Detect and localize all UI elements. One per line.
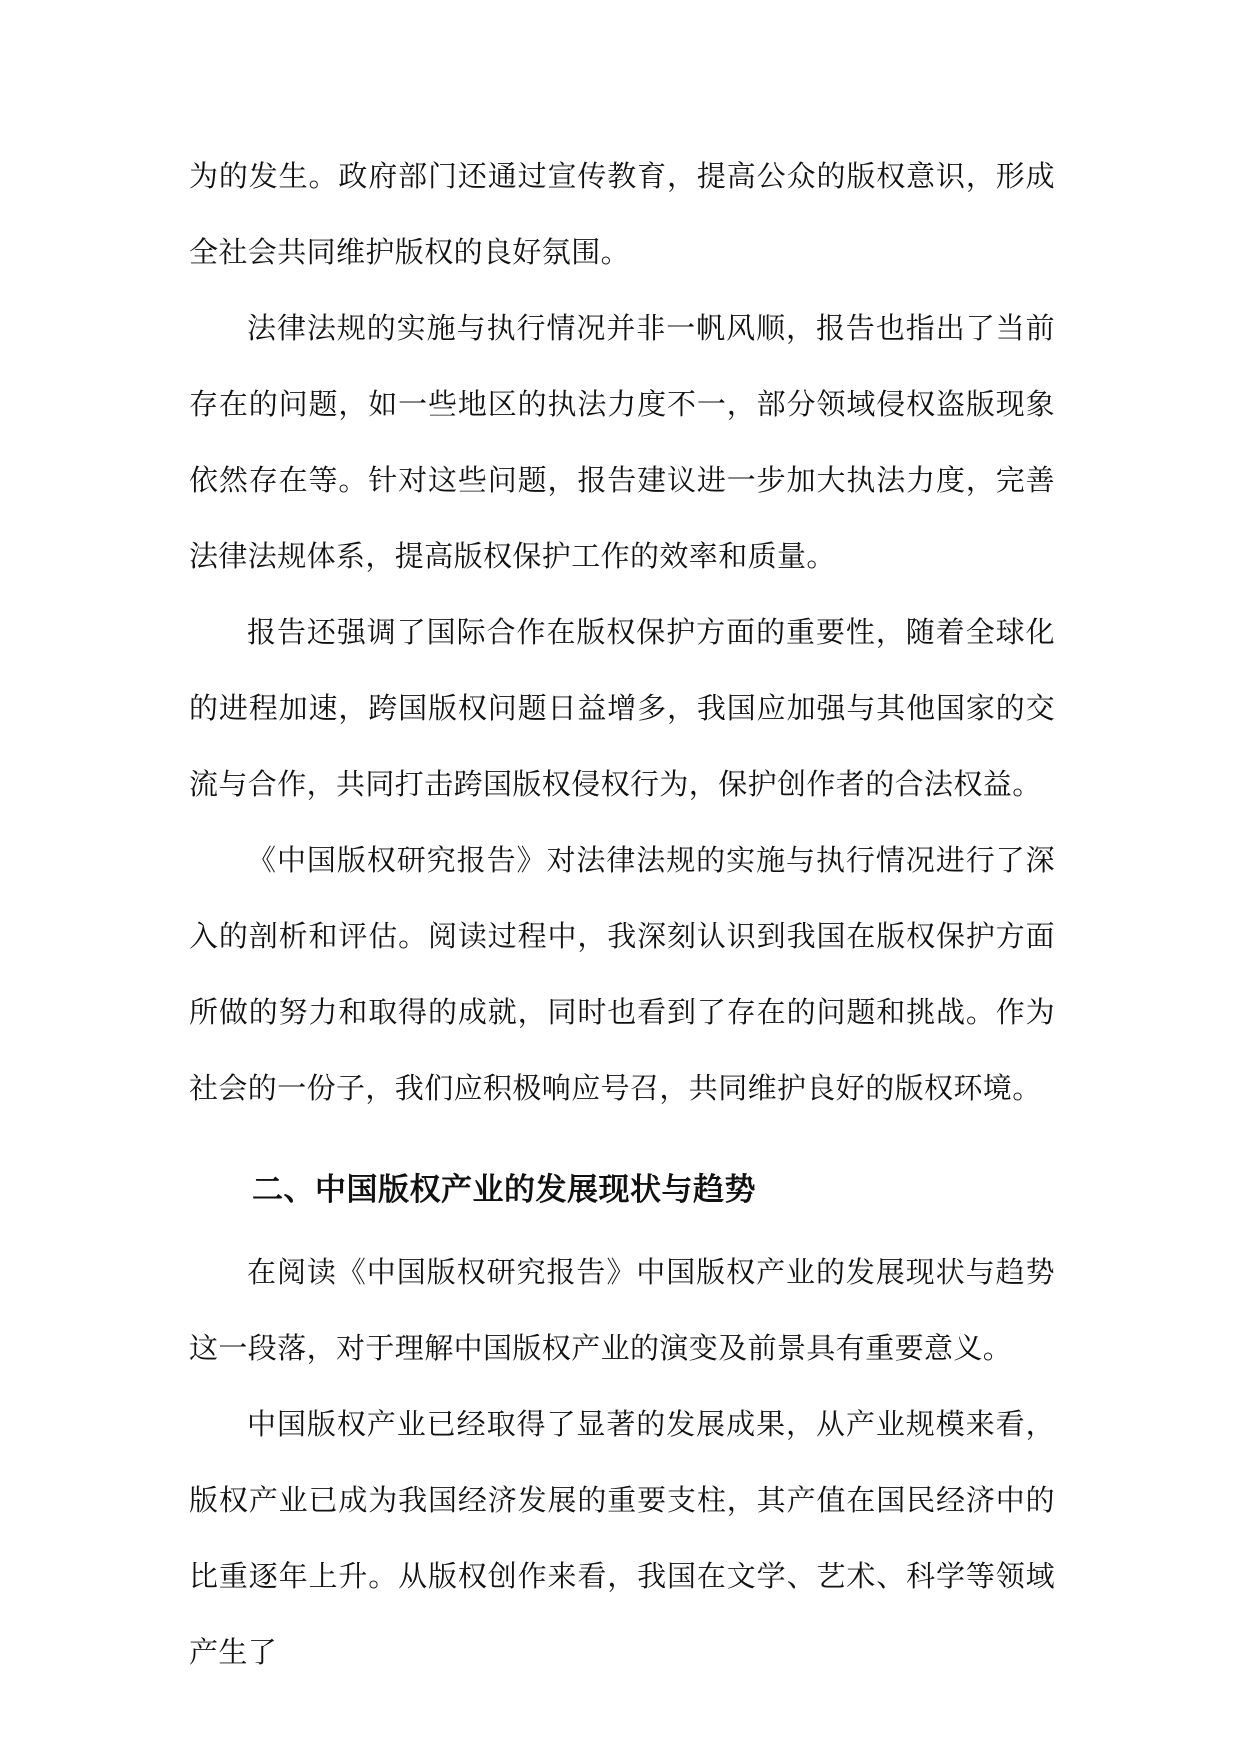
paragraph-industry-status: 中国版权产业已经取得了显著的发展成果，从产业规模来看，版权产业已成为我国经济发展的重要支柱，其产值在国民经济中的比重逐年上升。从版权创作来看，我国在文学、艺术、科学等领域产生了 bbox=[189, 1407, 1055, 1669]
section-heading: 二、中国版权产业的发展现状与趋势 bbox=[252, 1172, 756, 1208]
paragraph-report-summary: 《中国版权研究报告》对法律法规的实施与执行情况进行了深入的剖析和评估。阅读过程中，我深刻认识到我国在版权保护方面所做的努力和取得的成就，同时也看到了存在的问题和挑战。作为社会的一份子，我们应积极响应号召，共同维护良好的版权环境。 bbox=[189, 843, 1055, 1105]
paragraph-continuation: 为的发生。政府部门还通过宣传教育，提高公众的版权意识，形成全社会共同维护版权的良好氛围。 bbox=[189, 159, 1055, 269]
paragraph-international-cooperation: 报告还强调了国际合作在版权保护方面的重要性，随着全球化的进程加速，跨国版权问题日益增多，我国应加强与其他国家的交流与合作，共同打击跨国版权侵权行为，保护创作者的合法权益。 bbox=[189, 615, 1055, 801]
document-body-bottom bbox=[189, 1234, 1055, 1690]
paragraph-section-intro: 在阅读《中国版权研究报告》中国版权产业的发展现状与趋势这一段落，对于理解中国版权产业的演变及前景具有重要意义。 bbox=[189, 1255, 1055, 1365]
document-body-top bbox=[189, 138, 1055, 1126]
paragraph-law-enforcement: 法律法规的实施与执行情况并非一帆风顺，报告也指出了当前存在的问题，如一些地区的执法力度不一，部分领域侵权盗版现象依然存在等。针对这些问题，报告建议进一步加大执法力度，完善法律法规体系，提高版权保护工作的效率和质量。 bbox=[189, 311, 1055, 573]
